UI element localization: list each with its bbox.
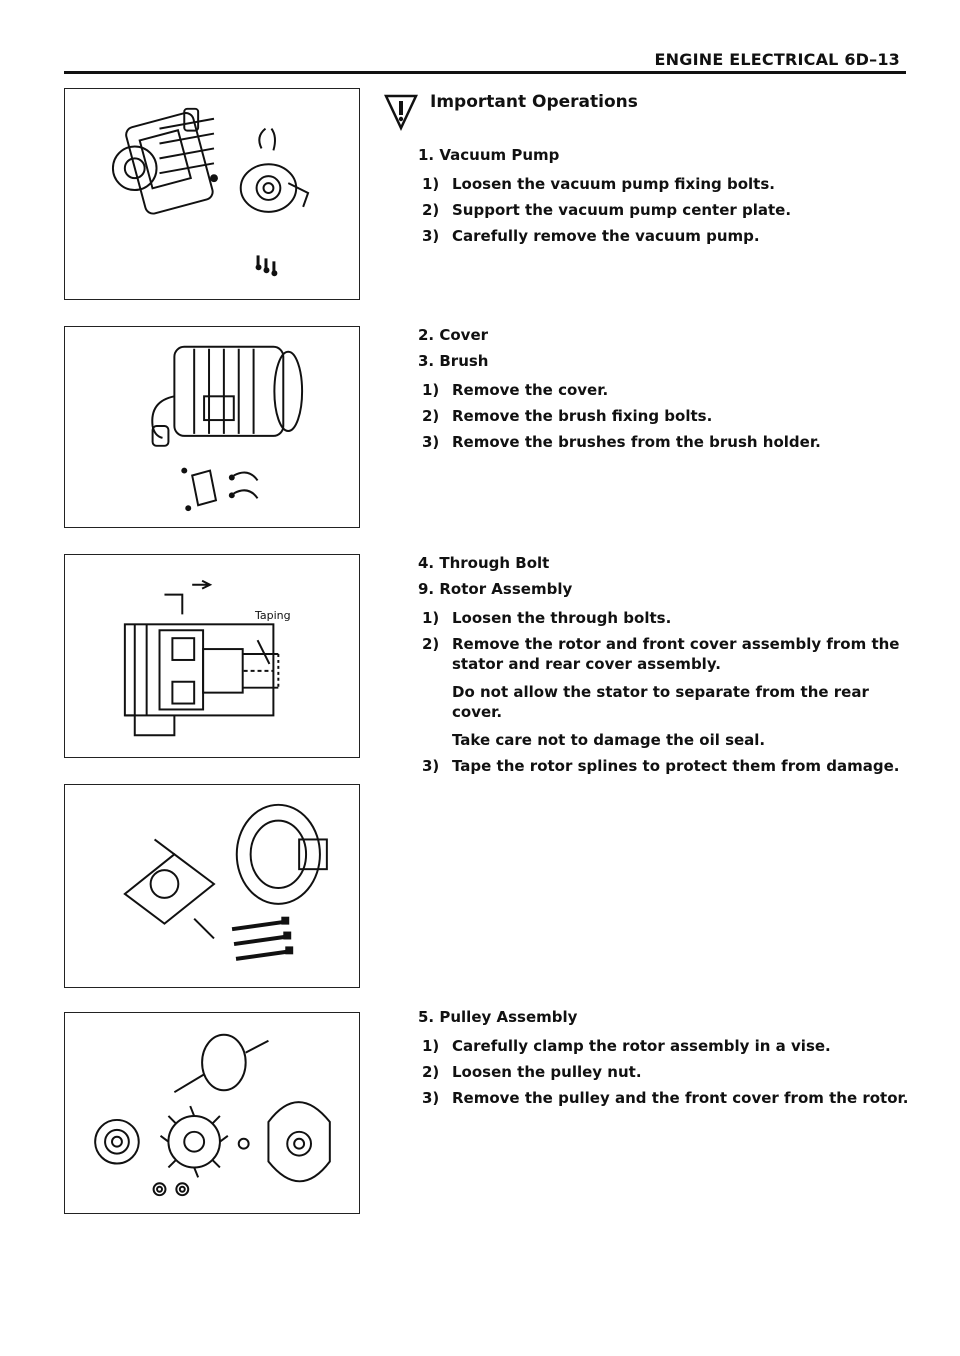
step-item: 1) Loosen the vacuum pump fixing bolts. — [422, 175, 775, 193]
section-heading: 2. Cover — [418, 326, 489, 344]
section-heading: 1. Vacuum Pump — [418, 146, 560, 164]
section-pulley-assembly — [418, 1004, 918, 1108]
step-item: 1) Remove the cover. — [422, 381, 609, 399]
taping-label: Taping — [255, 609, 291, 622]
step-item: 3) Tape the rotor splines to protect them from damage. — [422, 757, 900, 775]
warning-triangle-icon — [384, 92, 418, 132]
figure-rotor-taping — [64, 554, 360, 758]
step-item: 1) Carefully clamp the rotor assembly in a vise. — [422, 1037, 831, 1055]
step-item: 2) Loosen the pulley nut. — [422, 1063, 642, 1081]
alternator-brush-illustration — [65, 327, 359, 527]
step-item: 2) Remove the brush fixing bolts. — [422, 407, 713, 425]
section-through-bolt-rotor — [418, 550, 918, 776]
caution-note: Take care not to damage the oil seal. — [452, 731, 766, 749]
step-item: 2) Support the vacuum pump center plate. — [422, 201, 792, 219]
section-vacuum-pump — [418, 142, 918, 246]
header-rule — [64, 71, 906, 74]
section-heading: 9. Rotor Assembly — [418, 580, 573, 598]
figure-through-bolt — [64, 784, 360, 988]
figure-vacuum-pump — [64, 88, 360, 300]
pulley-disassembly-illustration — [65, 1013, 359, 1213]
step-item: 3) Remove the brushes from the brush holder. — [422, 433, 821, 451]
step-item: 2) Remove the rotor and front cover assembly from the stator and rear cover assembly. — [422, 635, 900, 673]
section-heading: 3. Brush — [418, 352, 489, 370]
caution-note: Do not allow the stator to separate from the rear cover. — [452, 683, 869, 721]
figure-pulley — [64, 1012, 360, 1214]
section-cover-brush — [418, 322, 918, 452]
notice-title: Important Operations — [430, 92, 638, 112]
step-item: 1) Loosen the through bolts. — [422, 609, 672, 627]
page-header-title: ENGINE ELECTRICAL 6D–13 — [654, 50, 900, 69]
rotor-taping-cross-section — [65, 555, 359, 757]
alternator-vacuum-pump-illustration — [65, 89, 359, 299]
figure-brush — [64, 326, 360, 528]
through-bolt-illustration — [65, 785, 359, 987]
step-item: 3) Remove the pulley and the front cover from the rotor. — [422, 1089, 909, 1107]
section-heading: 4. Through Bolt — [418, 554, 550, 572]
section-heading: 5. Pulley Assembly — [418, 1008, 578, 1026]
step-item: 3) Carefully remove the vacuum pump. — [422, 227, 760, 245]
